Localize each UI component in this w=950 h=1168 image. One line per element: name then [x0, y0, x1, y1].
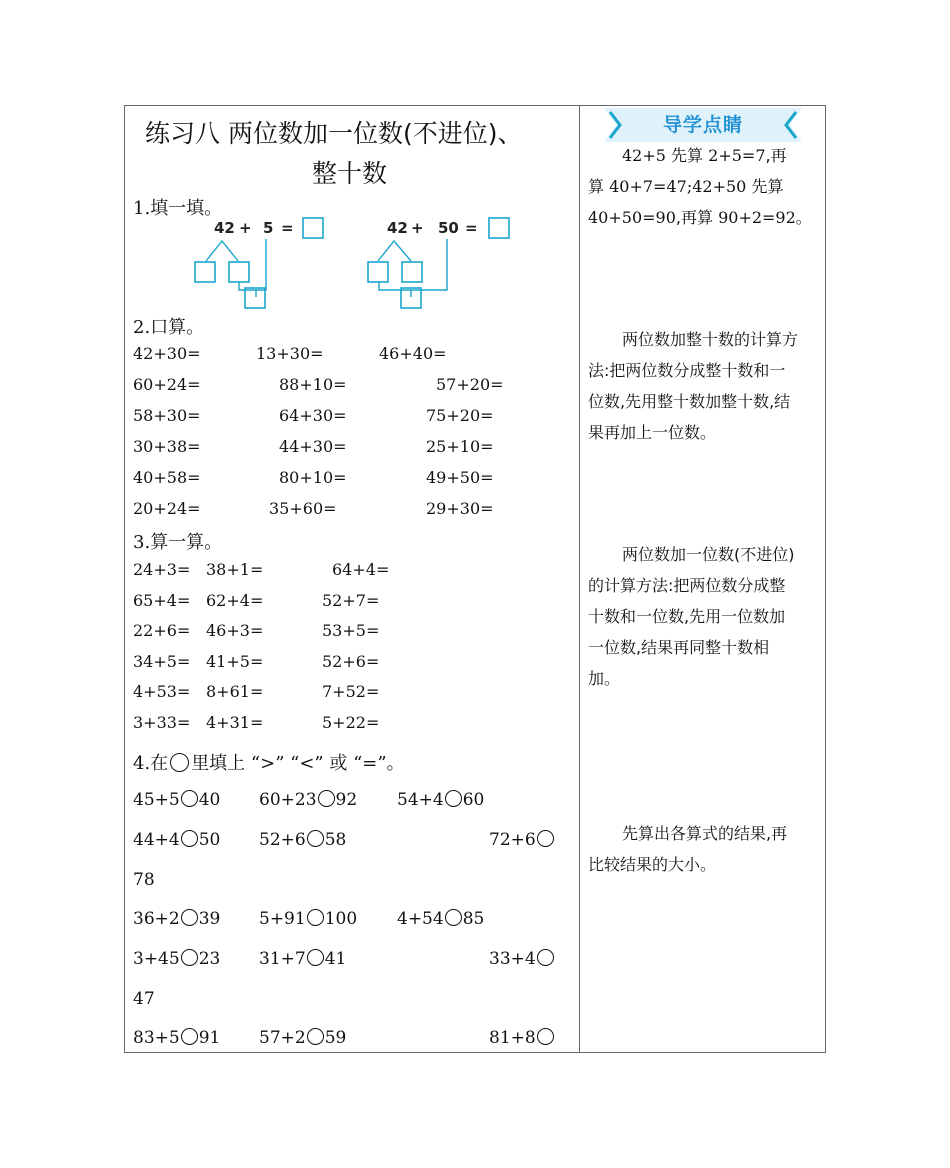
calc-item: 24+3=: [133, 560, 191, 579]
title-line-2: 整十数: [312, 159, 388, 188]
diagram-1-a: 42: [214, 219, 235, 237]
calc-item: 46+3=: [206, 621, 264, 640]
diagram-2-eq: =: [465, 219, 478, 237]
diagram-1-eq: =: [281, 219, 294, 237]
oral-calc-item: 57+20=: [436, 375, 504, 394]
oral-calc-item: 58+30=: [133, 406, 201, 425]
calc-item: 4+53=: [133, 682, 191, 701]
oral-calc-item: 44+30=: [279, 437, 347, 456]
oral-calc-item: 75+20=: [426, 406, 494, 425]
compare-item: 83+5 91: [133, 1028, 221, 1048]
compare-item-wrap: 78: [133, 870, 155, 890]
section-4-label: 4.在 里填上 “>” “<” 或 “=”。: [133, 753, 405, 774]
calc-item: 52+7=: [322, 591, 380, 610]
section-3-label: 3.算一算。: [133, 532, 223, 553]
calc-item: 5+22=: [322, 713, 380, 732]
compare-item: 52+6 58: [259, 830, 347, 850]
diagram-1-sum-box[interactable]: [245, 288, 265, 308]
circle-icon: [170, 753, 189, 772]
diagram-1: [195, 218, 323, 308]
guide-banner-title: 导学点睛: [662, 114, 743, 136]
compare-circle[interactable]: [318, 790, 335, 807]
compare-circle[interactable]: [537, 949, 554, 966]
oral-calc-item: 64+30=: [279, 406, 347, 425]
compare-item: 81+8: [489, 1028, 555, 1048]
compare-item: 57+2 59: [259, 1028, 347, 1048]
compare-item: 44+4 50: [133, 830, 221, 850]
section-2-label: 2.口算。: [133, 317, 205, 338]
compare-item: 3+45 23: [133, 949, 221, 969]
section-1-label: 1.填一填。: [133, 198, 223, 219]
compare-item-wrap: 47: [133, 989, 155, 1009]
compare-circle[interactable]: [181, 909, 198, 926]
guide-column: [580, 106, 825, 1052]
compare-circle[interactable]: [307, 830, 324, 847]
diagram-2-b: 50: [438, 219, 459, 237]
compare-circle[interactable]: [181, 790, 198, 807]
compare-circle[interactable]: [181, 949, 198, 966]
diagram-2-tens-box[interactable]: [368, 262, 388, 282]
diagram-1-tens-box[interactable]: [195, 262, 215, 282]
oral-calc-item: 29+30=: [426, 499, 494, 518]
guide-note-3: 两位数加一位数(不进位) 的计算方法:把两位数分成整 十数和一位数,先用一位数加 一位数,结果再同整十数相 加。: [588, 545, 795, 688]
diagram-2-op: +: [411, 219, 424, 237]
compare-circle[interactable]: [537, 1028, 554, 1045]
compare-item: 4+54 85: [397, 909, 485, 929]
calc-item: 8+61=: [206, 682, 264, 701]
calc-item: 22+6=: [133, 621, 191, 640]
diagram-1-ones-box[interactable]: [229, 262, 249, 282]
compare-item: 45+5 40: [133, 790, 221, 810]
compare-item: 72+6: [489, 830, 555, 850]
oral-calc-item: 88+10=: [279, 375, 347, 394]
compare-item: 60+23 92: [259, 790, 358, 810]
compare-circle[interactable]: [181, 830, 198, 847]
compare-item: 33+4: [489, 949, 555, 969]
exercise-column: [125, 106, 579, 1052]
diagram-1-b: 5: [263, 219, 274, 237]
compare-circle[interactable]: [537, 830, 554, 847]
calc-item: 64+4=: [332, 560, 390, 579]
calc-item: 65+4=: [133, 591, 191, 610]
calc-item: 38+1=: [206, 560, 264, 579]
guide-note-1: 42+5 先算 2+5=7,再 算 40+7=47;42+50 先算 40+50=90,再算 90+2=92。: [588, 146, 812, 227]
calc-item: 41+5=: [206, 652, 264, 671]
oral-calc-item: 13+30=: [256, 344, 324, 363]
oral-calc-item: 80+10=: [279, 468, 347, 487]
calc-item: 53+5=: [322, 621, 380, 640]
compare-item: 31+7 41: [259, 949, 347, 969]
calc-item: 7+52=: [322, 682, 380, 701]
compare-circle[interactable]: [181, 1028, 198, 1045]
diagram-2: [368, 218, 509, 308]
guide-note-2: 两位数加整十数的计算方 法:把两位数分成整十数和一 位数,先用整十数加整十数,结 果再加上一位数。: [588, 330, 799, 442]
calc-item: 52+6=: [322, 652, 380, 671]
title-line-1: 练习八 两位数加一位数(不进位)、: [145, 119, 523, 148]
compare-circle[interactable]: [307, 949, 324, 966]
calc-item: 34+5=: [133, 652, 191, 671]
decomposition-diagrams: [125, 206, 579, 311]
calc-item: 4+31=: [206, 713, 264, 732]
oral-calc-item: 20+24=: [133, 499, 201, 518]
calc-item: 62+4=: [206, 591, 264, 610]
oral-calc-item: 46+40=: [379, 344, 447, 363]
diagram-2-a: 42: [387, 219, 408, 237]
compare-item: 36+2 39: [133, 909, 221, 929]
compare-item: 54+4 60: [397, 790, 485, 810]
compare-circle[interactable]: [307, 1028, 324, 1045]
oral-calc-item: 49+50=: [426, 468, 494, 487]
compare-circle[interactable]: [307, 909, 324, 926]
oral-calc-item: 30+38=: [133, 437, 201, 456]
oral-calc-item: 25+10=: [426, 437, 494, 456]
diagram-1-op: +: [239, 219, 252, 237]
guide-note-4: 先算出各算式的结果,再 比较结果的大小。: [588, 824, 788, 874]
compare-circle[interactable]: [445, 790, 462, 807]
diagram-2-answer-box[interactable]: [489, 218, 509, 238]
calc-item: 3+33=: [133, 713, 191, 732]
diagram-1-answer-box[interactable]: [303, 218, 323, 238]
oral-calc-item: 40+58=: [133, 468, 201, 487]
oral-calc-item: 35+60=: [269, 499, 337, 518]
compare-item: 5+91 100: [259, 909, 358, 929]
oral-calc-item: 60+24=: [133, 375, 201, 394]
worksheet-table: [124, 105, 826, 1053]
compare-circle[interactable]: [445, 909, 462, 926]
oral-calc-item: 42+30=: [133, 344, 201, 363]
diagram-2-ones-box[interactable]: [402, 262, 422, 282]
